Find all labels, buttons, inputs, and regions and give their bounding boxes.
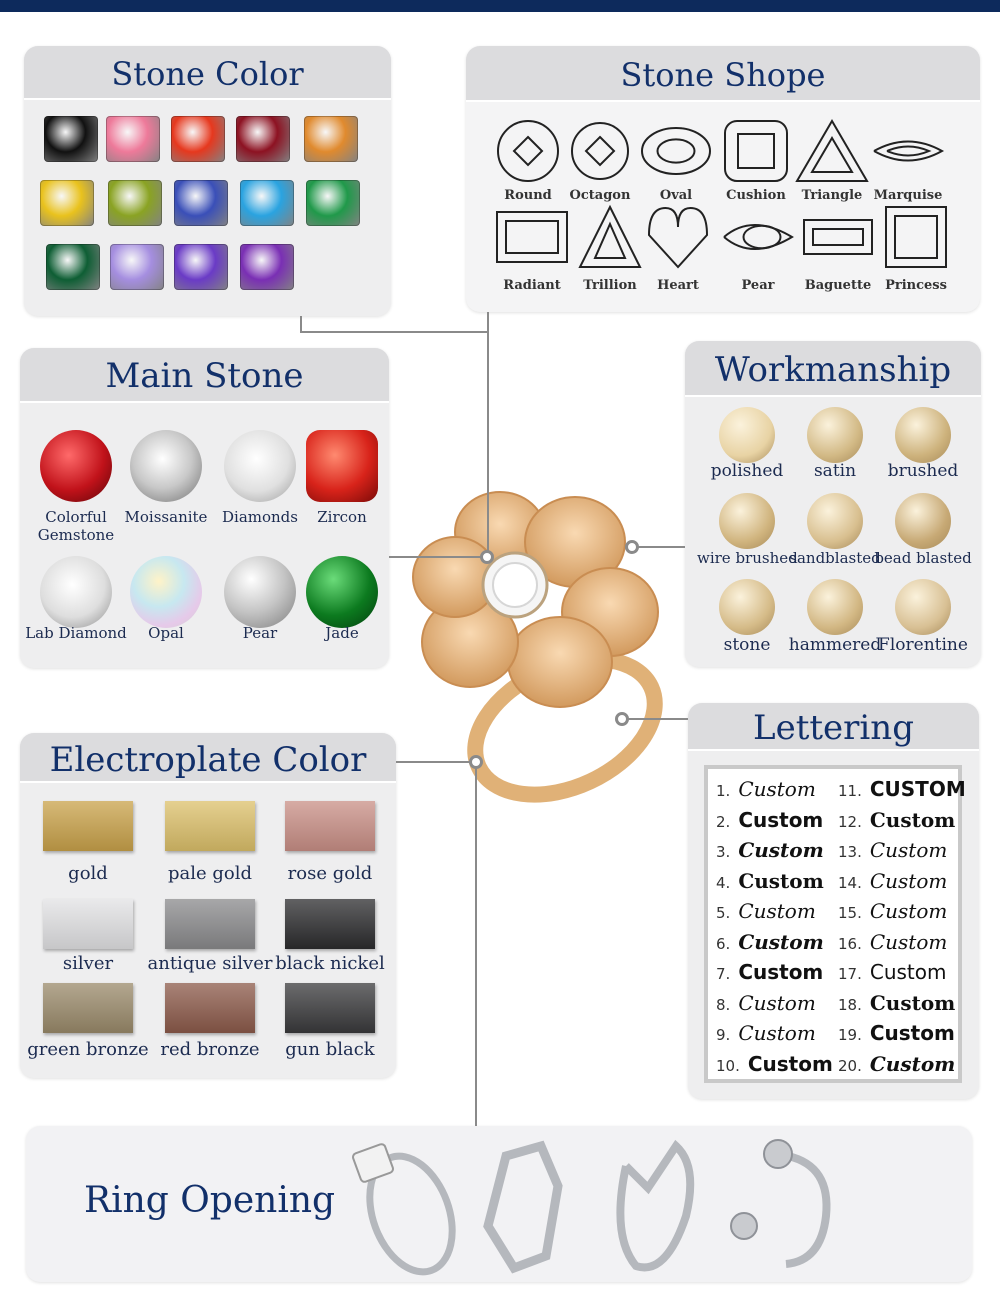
gem-swatch (236, 116, 290, 162)
shape-round-icon (495, 118, 561, 184)
gem-swatch (240, 180, 294, 226)
lettering-number: 1. (716, 782, 731, 800)
main-stone-label: Zircon (317, 508, 367, 526)
lettering-sample: Custom (738, 990, 816, 1015)
plate-label: antique silver (147, 953, 273, 974)
main-stone-label: Lab Diamond (25, 624, 127, 642)
connector-line (622, 718, 688, 720)
lettering-number: 17. (838, 965, 862, 983)
shape-label: Triangle (801, 188, 863, 203)
lettering-number: 2. (716, 812, 731, 831)
finish-label: wire brushed (697, 549, 798, 567)
lettering-item (716, 1052, 833, 1076)
lettering-sample: Custom (738, 929, 824, 954)
shape-label: Baguette (804, 278, 872, 293)
plate-label: gun black (285, 1039, 375, 1060)
v-ring-image (620, 1146, 690, 1267)
lettering-box (704, 765, 966, 1083)
plate-swatch (165, 801, 255, 851)
shape-heart-icon (645, 204, 711, 270)
shape-triangle-icon (794, 118, 870, 184)
shape-cushion-icon (722, 118, 790, 184)
finish-swatch (895, 493, 951, 549)
lettering-item (838, 838, 947, 862)
shape-princess-icon (883, 204, 949, 270)
lettering-number: 7. (716, 965, 731, 983)
lettering-number: 3. (716, 843, 731, 861)
shape-label: Pear (741, 278, 775, 293)
gem-swatch (174, 180, 228, 226)
stone-shape-panel (466, 46, 980, 312)
plate-swatch (165, 899, 255, 949)
shape-trillion-icon (577, 204, 643, 270)
lettering-sample: Custom (869, 807, 956, 832)
main-stone-image (306, 556, 378, 628)
shape-octagon-icon (567, 120, 633, 182)
gem-swatch (106, 116, 160, 162)
lettering-sample: Custom (738, 960, 824, 984)
main-stone-label: Diamonds (222, 508, 298, 526)
shape-pear-icon (721, 209, 795, 265)
lettering-item (838, 777, 966, 801)
connector-line (632, 546, 685, 548)
main-stone-image (224, 430, 296, 502)
ring-opening-panel (26, 1126, 972, 1282)
finish-label: satin (813, 461, 857, 481)
lettering-sample: Custom (869, 960, 947, 984)
gem-swatch (304, 116, 358, 162)
main-stone-label: Moissanite (124, 508, 208, 526)
lettering-number: 14. (838, 873, 862, 892)
lettering-sample: Custom (738, 899, 816, 923)
lettering-title: Lettering (688, 703, 979, 751)
lettering-item (838, 869, 947, 893)
lettering-sample: Custom (869, 1051, 956, 1076)
finish-swatch (807, 407, 863, 463)
main-stone-label: Colorful (45, 508, 107, 526)
connector-dot (625, 540, 639, 554)
gem-swatch (108, 180, 162, 226)
workmanship-panel (685, 341, 981, 667)
lettering-number: 8. (716, 995, 731, 1014)
shape-oval-icon (639, 122, 713, 180)
plate-swatch (43, 983, 133, 1033)
finish-label: brushed (887, 461, 959, 481)
connector-line (300, 316, 302, 332)
main-stone-image (130, 430, 202, 502)
connector-line (487, 312, 489, 557)
ring-opening-illustrations (26, 1126, 972, 1282)
main-stone-label: Jade (325, 624, 359, 642)
lettering-number: 13. (838, 843, 862, 861)
lettering-number: 10. (716, 1056, 740, 1075)
plate-swatch (285, 801, 375, 851)
gem-swatch (110, 244, 164, 290)
plate-label: green bronze (27, 1039, 149, 1060)
lettering-sample: Custom (869, 838, 948, 862)
lettering-sample: Custom (869, 868, 948, 893)
lettering-item (716, 838, 824, 862)
lettering-item (838, 991, 955, 1015)
ring-opening-title: Ring Opening (84, 1180, 336, 1221)
lettering-sample: Custom (738, 1021, 816, 1045)
connector-dot (469, 755, 483, 769)
stone-color-title: Stone Color (24, 46, 391, 100)
main-stone-title: Main Stone (20, 348, 389, 403)
lettering-number: 11. (838, 782, 862, 800)
plate-label: pale gold (167, 863, 253, 884)
plate-label: silver (62, 953, 114, 974)
main-stone-panel (20, 348, 389, 668)
lettering-number: 18. (838, 995, 862, 1014)
plate-swatch (43, 801, 133, 851)
lettering-number: 9. (716, 1026, 731, 1044)
plate-swatch (165, 983, 255, 1033)
main-stone-label: Gemstone (37, 526, 115, 544)
lettering-item (716, 808, 823, 832)
gem-swatch (306, 180, 360, 226)
finish-swatch (895, 407, 951, 463)
connector-line (389, 556, 487, 558)
lettering-item (716, 869, 824, 893)
lettering-number: 20. (838, 1056, 862, 1075)
top-bar (0, 0, 1000, 12)
lettering-sample: Custom (869, 990, 956, 1015)
shape-label: Marquise (873, 188, 943, 203)
hexagon-ring-image (488, 1146, 558, 1268)
stone-shape-title: Stone Shope (466, 46, 980, 102)
finish-swatch (895, 579, 951, 635)
finish-swatch (719, 579, 775, 635)
lettering-number: 4. (716, 873, 731, 892)
finish-swatch (719, 493, 775, 549)
gem-swatch (40, 180, 94, 226)
main-stone-label: Opal (148, 624, 184, 642)
lettering-sample: Custom (747, 1051, 833, 1076)
gem-swatch (240, 244, 294, 290)
lettering-item (716, 960, 823, 984)
lettering-item (838, 899, 947, 923)
main-stone-image (224, 556, 296, 628)
plate-label: gold (68, 863, 108, 884)
lettering-number: 6. (716, 934, 731, 953)
lettering-item (716, 899, 816, 923)
gem-swatch (171, 116, 225, 162)
main-stone-image (40, 430, 112, 502)
finish-label: sandblasted (789, 549, 881, 567)
plate-swatch (43, 899, 133, 949)
shape-label: Cushion (726, 188, 786, 203)
lettering-number: 12. (838, 812, 862, 831)
main-stone-label: Pear (242, 624, 278, 642)
lettering-sample: Custom (869, 1021, 955, 1045)
lettering-number: 15. (838, 904, 862, 922)
lettering-item (716, 1021, 816, 1045)
lettering-item (716, 930, 824, 954)
lettering-sample: Custom (869, 899, 948, 923)
connector-line (396, 761, 476, 763)
shape-marquise-icon (871, 128, 945, 174)
gem-swatch (174, 244, 228, 290)
connector-line (300, 331, 488, 333)
finish-swatch (719, 407, 775, 463)
plate-swatch (285, 983, 375, 1033)
lettering-sample: Custom (738, 838, 824, 862)
shape-label: Radiant (503, 278, 561, 293)
lettering-number: 16. (838, 934, 862, 953)
electroplate-title: Electroplate Color (20, 733, 396, 783)
lettering-item (716, 991, 816, 1015)
finish-swatch (807, 579, 863, 635)
connector-line (475, 762, 477, 1126)
finish-label: polished (710, 461, 784, 481)
main-stone-image (40, 556, 112, 628)
lettering-item (838, 930, 947, 954)
plate-label: black nickel (275, 953, 385, 974)
lettering-sample: Custom (738, 807, 824, 832)
shape-label: Octagon (569, 188, 631, 203)
finish-label: hammered (788, 635, 882, 655)
solitaire-stone-image (352, 1143, 394, 1183)
finish-swatch (807, 493, 863, 549)
shape-label: Round (504, 188, 552, 203)
gem-swatch (46, 244, 100, 290)
finish-label: stone (723, 635, 771, 655)
electroplate-panel (20, 733, 396, 1078)
gem-swatch (44, 116, 98, 162)
ball-ring-image (731, 1140, 827, 1264)
lettering-item (716, 777, 816, 801)
lettering-item (838, 960, 946, 984)
plate-label: rose gold (287, 863, 373, 884)
shape-baguette-icon (801, 217, 875, 257)
main-stone-image (130, 556, 202, 628)
lettering-sample: CUSTOM (869, 777, 966, 801)
shape-label: Heart (657, 278, 699, 293)
shape-label: Trillion (583, 278, 637, 293)
lettering-item (838, 1052, 955, 1076)
lettering-number: 19. (838, 1026, 862, 1044)
connector-dot (480, 550, 494, 564)
shape-label: Princess (885, 278, 947, 293)
connector-dot (615, 712, 629, 726)
plate-label: red bronze (160, 1039, 260, 1060)
shape-radiant-icon (494, 209, 570, 265)
finish-label: bead blasted (874, 549, 972, 567)
lettering-sample: Custom (869, 929, 948, 954)
lettering-number: 5. (716, 904, 731, 922)
main-stone-image (306, 430, 378, 502)
lettering-sample: Custom (738, 777, 816, 801)
lettering-sample: Custom (738, 868, 824, 893)
lettering-item (838, 1021, 955, 1045)
plate-swatch (285, 899, 375, 949)
workmanship-title: Workmanship (685, 341, 981, 397)
shape-label: Oval (659, 188, 693, 203)
lettering-item (838, 808, 955, 832)
lettering-panel (688, 703, 979, 1099)
stone-color-panel (24, 46, 391, 316)
finish-label: Florentine (878, 635, 968, 655)
